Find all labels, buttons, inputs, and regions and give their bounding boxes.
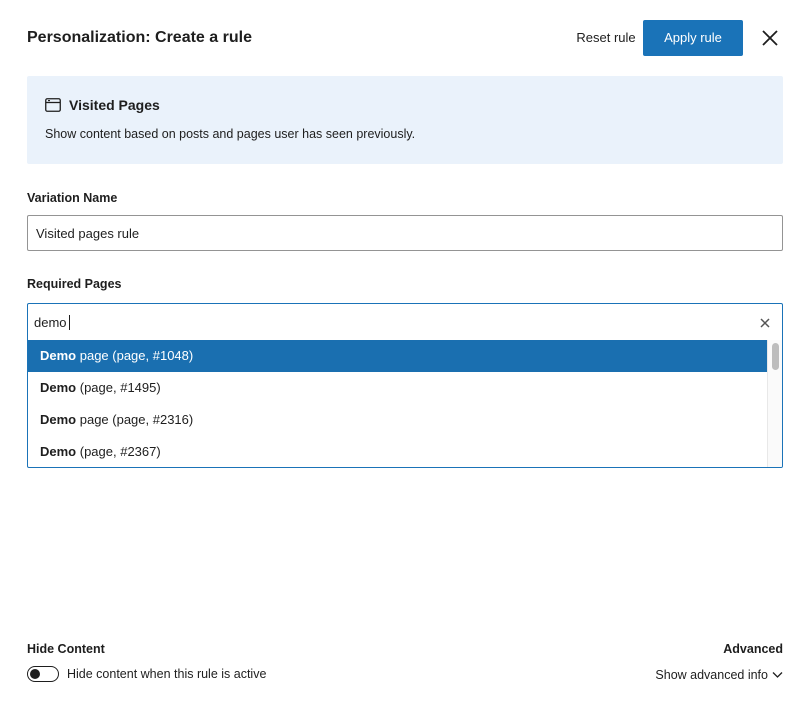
rule-info-panel xyxy=(27,76,783,164)
required-pages-search-input[interactable] xyxy=(28,304,758,340)
advanced-label: Advanced xyxy=(723,642,783,656)
show-advanced-info-label: Show advanced info xyxy=(655,668,768,682)
suggestion-list xyxy=(28,340,767,468)
hide-content-label: Hide Content xyxy=(27,642,105,656)
suggestion-option[interactable]: Demo page (page, #2316) xyxy=(40,412,194,427)
page-title: Personalization: Create a rule xyxy=(27,29,252,46)
close-icon[interactable] xyxy=(758,26,782,50)
toggle-knob xyxy=(30,669,40,679)
variation-name-input[interactable] xyxy=(27,215,783,251)
suggestion-option[interactable]: Demo (page, #1495) xyxy=(40,380,161,395)
suggestion-scrollbar[interactable] xyxy=(767,340,783,468)
scrollbar-thumb[interactable] xyxy=(772,343,779,370)
suggestion-option[interactable]: Demo page (page, #1048) xyxy=(28,340,767,372)
clear-icon[interactable] xyxy=(759,316,771,328)
show-advanced-info-button[interactable] xyxy=(655,666,783,684)
required-pages-combobox xyxy=(27,303,783,468)
reset-rule-button[interactable]: Reset rule xyxy=(554,20,658,56)
required-pages-label: Required Pages xyxy=(27,277,122,291)
rule-type-title: Visited Pages xyxy=(69,97,160,113)
window-icon xyxy=(45,98,61,112)
variation-name-label: Variation Name xyxy=(27,191,118,205)
hide-content-toggle-label: Hide content when this rule is active xyxy=(67,667,267,681)
hide-content-toggle[interactable] xyxy=(27,666,59,682)
rule-type-description: Show content based on posts and pages user has seen previously. xyxy=(45,127,416,141)
apply-rule-button[interactable]: Apply rule xyxy=(643,20,743,56)
header xyxy=(27,20,783,56)
text-caret xyxy=(69,315,70,330)
suggestion-option[interactable]: Demo (page, #2367) xyxy=(40,444,161,459)
chevron-down-icon xyxy=(772,671,783,679)
